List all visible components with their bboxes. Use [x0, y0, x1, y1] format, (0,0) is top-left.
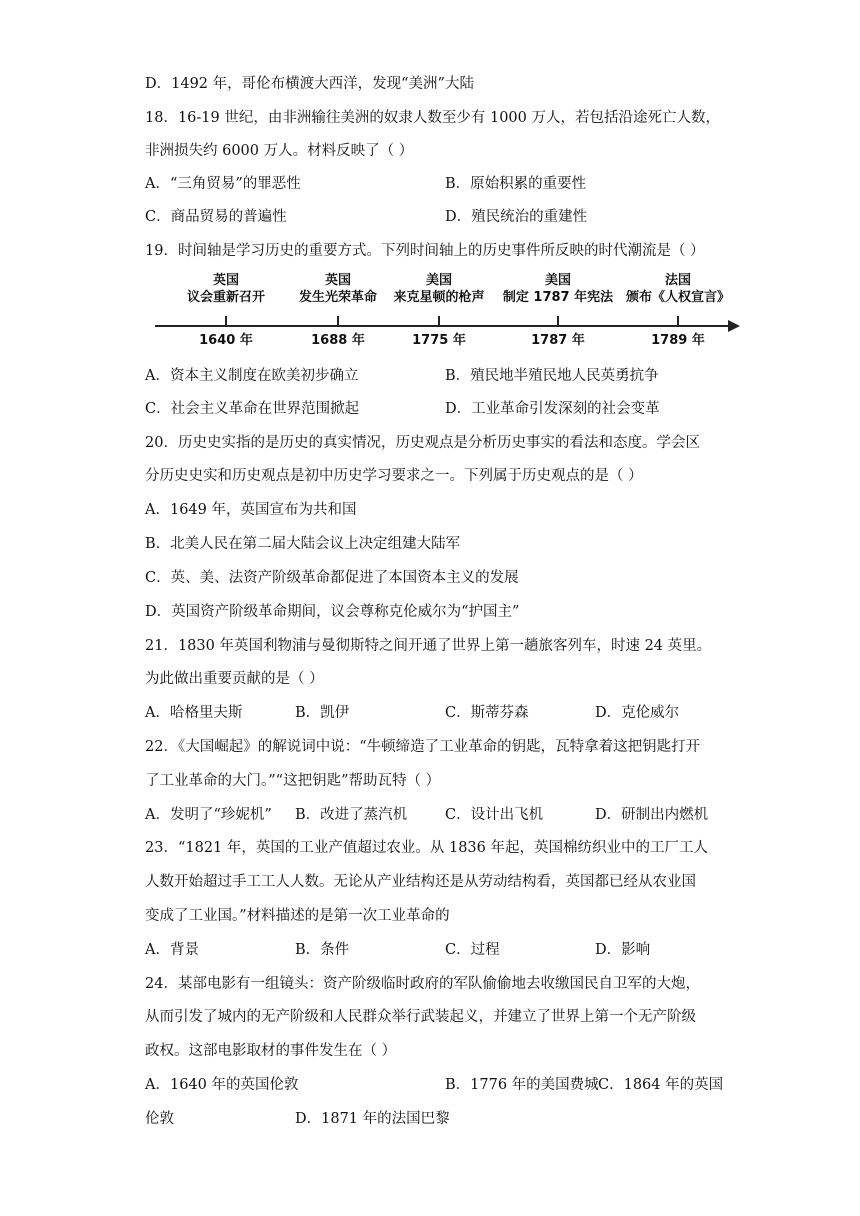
q19-option-a: A．资本主义制度在欧美初步确立: [145, 368, 359, 384]
timeline-event-3-country: 美国: [425, 273, 452, 288]
q20-stem-line1: 20．历史史实指的是历史的真实情况，历史观点是分析历史事实的看法和态度。学会区: [145, 435, 700, 451]
q21-option-b: B．凯伊: [295, 705, 350, 721]
q20-option-c: C．英、美、法资产阶级革命都促进了本国资本主义的发展: [145, 570, 519, 586]
q19-option-d: D．工业革命引发深刻的社会变革: [445, 401, 660, 417]
q22-option-d: D．研制出内燃机: [595, 807, 709, 823]
q23-option-d: D．影响: [595, 942, 651, 958]
timeline-event-1: [166, 272, 286, 306]
q22-stem-line2: 了工业革命的大门。”“这把钥匙”帮助瓦特（ ）: [145, 773, 441, 789]
q23-option-a: A．背景: [145, 942, 199, 958]
timeline-event-2-event: 发生光荣革命: [298, 290, 377, 305]
q18-stem-line2: 非洲损失约 6000 万人。材料反映了（ ）: [145, 143, 414, 159]
q19-stem-line1: 19．时间轴是学习历史的重要方式。下列时间轴上的历史事件所反映的时代潮流是（ ）: [145, 243, 705, 259]
q23-stem-line2: 人数开始超过手工工人人数。无论从产业结构还是从劳动结构看，英国都已经从农业国: [145, 874, 696, 890]
q20-option-d: D．英国资产阶级革命期间，议会尊称克伦威尔为“护国主”: [145, 604, 520, 620]
q24-option-c: C．1864 年的英国: [598, 1077, 724, 1093]
q24-option-c-continued: 伦敦: [145, 1111, 174, 1127]
timeline-event-3-event: 来克星顿的枪声: [393, 290, 485, 305]
q24-stem-line2: 从而引发了城内的无产阶级和人民群众举行武装起义，并建立了世界上第一个无产阶级: [145, 1009, 696, 1025]
q22-option-b: B．改进了蒸汽机: [295, 807, 408, 823]
q18-option-a: A．“三角贸易”的罪恶性: [145, 176, 301, 192]
q20-option-a: A．1649 年，英国宣布为共和国: [145, 502, 357, 518]
q18-stem-line1: 18．16-19 世纪，由非洲输往美洲的奴隶人数至少有 1000 万人，若包括沿途死亡人数，: [145, 110, 720, 126]
q23-option-b: B．条件: [295, 942, 350, 958]
q18-option-d: D．殖民统治的重建性: [445, 209, 588, 225]
timeline-event-5-event: 颁布《人权宣言》: [625, 290, 730, 305]
timeline-year-2: 1688 年: [311, 333, 365, 348]
q24-option-b: B．1776 年的美国费城: [445, 1077, 599, 1093]
timeline-event-5-country: 法国: [664, 273, 691, 288]
q22-option-a: A．发明了“珍妮机”: [145, 807, 272, 823]
q21-stem-line1: 21．1830 年英国利物浦与曼彻斯特之间开通了世界上第一趟旅客列车，时速 24 英里。: [145, 638, 712, 654]
q21-stem-line2: 为此做出重要贡献的是（ ）: [145, 671, 324, 687]
q24-stem-line1: 24．某部电影有一组镜头：资产阶级临时政府的军队偷偷地去收缴国民自卫军的大炮，: [145, 976, 700, 992]
q19-timeline: [150, 268, 750, 356]
timeline-event-4-event: 制定 1787 年宪法: [502, 290, 614, 305]
q23-stem-line1: 23．“1821 年，英国的工业产值超过农业。从 1836 年起，英国棉纺织业中的工厂工人: [145, 840, 708, 856]
q21-option-c: C．斯蒂芬森: [445, 705, 529, 721]
timeline-event-5: [616, 272, 740, 306]
q22-stem-line1: 22．《大国崛起》的解说词中说：“牛顿缔造了工业革命的钥匙，瓦特拿着这把钥匙打开: [145, 739, 701, 755]
q18-option-c: C．商品贸易的普遍性: [145, 209, 287, 225]
timeline-arrow-icon: [728, 320, 740, 332]
timeline-year-5: 1789 年: [651, 333, 705, 348]
timeline-event-1-country: 英国: [212, 273, 239, 288]
q24-option-a: A．1640 年的英国伦敦: [145, 1077, 299, 1093]
timeline-event-2-country: 英国: [324, 273, 351, 288]
q20-stem-line2: 分历史史实和历史观点是初中历史学习要求之一。下列属于历史观点的是（ ）: [145, 468, 643, 484]
q23-option-c: C．过程: [445, 942, 500, 958]
q21-option-a: A．哈格里夫斯: [145, 705, 243, 721]
q17-option-d: D．1492 年，哥伦布横渡大西洋，发现“美洲”大陆: [145, 76, 474, 92]
q20-option-b: B．北美人民在第二届大陆会议上决定组建大陆军: [145, 536, 461, 552]
timeline-year-1: 1640 年: [199, 333, 253, 348]
q18-option-b: B．原始积累的重要性: [445, 176, 587, 192]
timeline-year-3: 1775 年: [412, 333, 466, 348]
q19-option-c: C．社会主义革命在世界范围掀起: [145, 401, 360, 417]
q22-option-c: C．设计出飞机: [445, 807, 544, 823]
timeline-year-4: 1787 年: [531, 333, 585, 348]
timeline-event-4: [498, 272, 618, 306]
q24-option-d: D．1871 年的法国巴黎: [295, 1111, 450, 1127]
q24-stem-line3: 政权。这部电影取材的事件发生在（ ）: [145, 1043, 397, 1059]
timeline-event-1-event: 议会重新召开: [186, 290, 265, 305]
q23-stem-line3: 变成了工业国。”材料描述的是第一次工业革命的: [145, 908, 450, 924]
q21-option-d: D．克伦威尔: [595, 705, 680, 721]
timeline-event-4-country: 美国: [544, 273, 571, 288]
timeline-event-3: [379, 272, 499, 306]
q19-option-b: B．殖民地半殖民地人民英勇抗争: [445, 368, 659, 384]
